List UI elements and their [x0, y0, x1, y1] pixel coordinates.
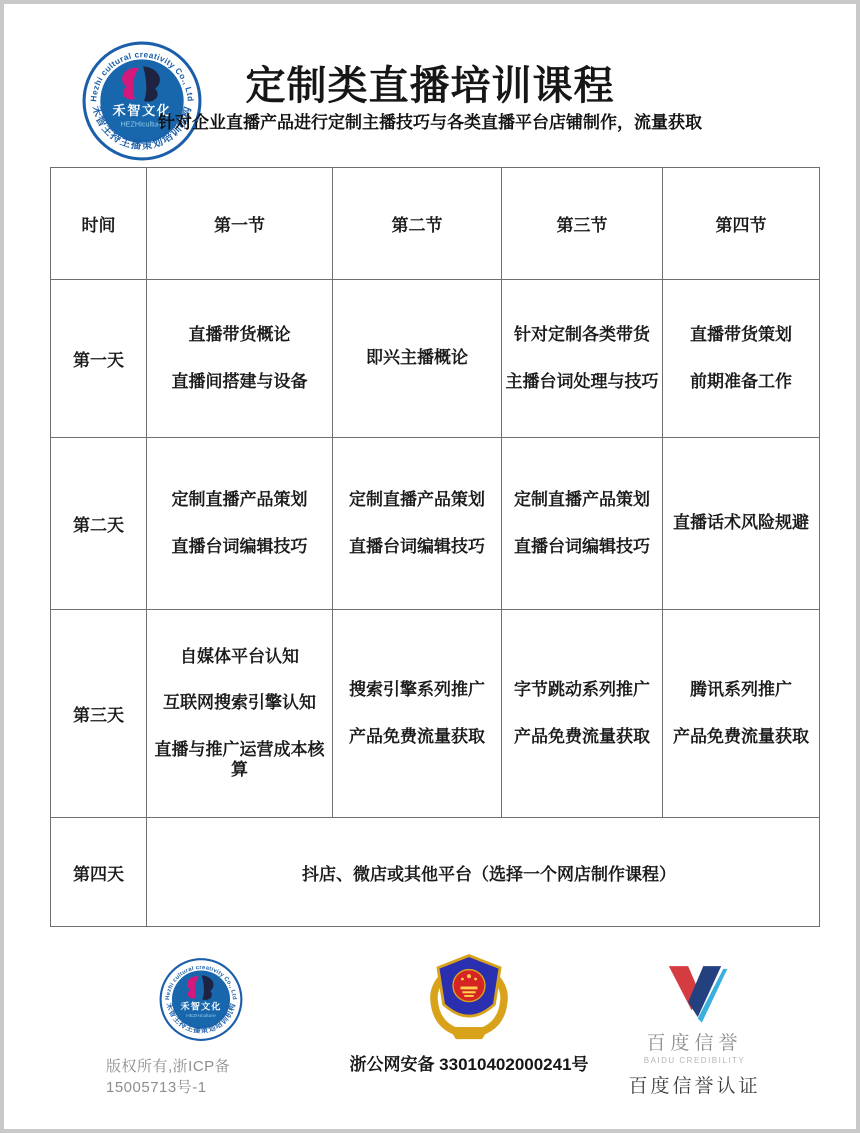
day-cell: 第四天 — [51, 818, 147, 927]
course-line: 产品免费流量获取 — [514, 726, 650, 746]
footer-copyright-block — [106, 957, 296, 1097]
course-line: 自媒体平台认知 — [180, 646, 299, 666]
course-line: 前期准备工作 — [690, 371, 792, 391]
course-line: 主播台词处理与技巧 — [505, 371, 659, 391]
footer-police-block — [344, 948, 594, 1075]
baidu-caption: 百度信誉认证 — [628, 1076, 761, 1097]
course-cell — [663, 280, 820, 438]
course-line: 直播台词编辑技巧 — [349, 536, 485, 556]
day-cell: 第三天 — [51, 610, 147, 818]
icp-record-text: 版权所有,浙ICP备15005713号-1 — [106, 1058, 231, 1096]
course-cell — [502, 438, 663, 610]
baidu-brand-cn: 百度信誉 — [646, 1033, 743, 1054]
course-table — [50, 167, 820, 927]
course-line: 定制直播产品策划 — [514, 490, 650, 510]
table-header-cell: 第二节 — [333, 168, 502, 280]
course-cell — [333, 610, 502, 818]
course-line: 即兴主播概论 — [366, 348, 468, 368]
course-cell — [502, 280, 663, 438]
table-row — [51, 818, 820, 927]
course-line: 针对定制各类带货 — [514, 325, 650, 345]
course-line: 直播台词编辑技巧 — [514, 536, 650, 556]
course-cell-merged: 抖店、微店或其他平台（选择一个网店制作课程） — [147, 818, 820, 927]
table-header-cell: 第四节 — [663, 168, 820, 280]
course-cell — [663, 610, 820, 818]
course-cell — [333, 280, 502, 438]
table-header-cell: 第一节 — [147, 168, 333, 280]
course-line: 互联网搜索引擎认知 — [163, 693, 316, 713]
table-header-row — [51, 168, 820, 280]
course-line: 定制直播产品策划 — [349, 490, 485, 510]
table-body — [51, 280, 820, 927]
table-row — [51, 610, 820, 818]
footer-company-logo-icon — [155, 957, 247, 1042]
course-line: 直播间搭建与设备 — [171, 371, 308, 391]
table-header-cell: 第三节 — [502, 168, 663, 280]
course-line: 产品免费流量获取 — [349, 726, 485, 746]
course-line: 直播带货概论 — [188, 325, 291, 345]
table-header-cell: 时间 — [51, 168, 147, 280]
footer-baidu-block — [602, 962, 787, 1098]
baidu-brand-en: BAIDU CREDIBILITY — [643, 1056, 746, 1065]
course-cell — [663, 438, 820, 610]
baidu-credibility-icon — [659, 962, 731, 1024]
table-row — [51, 280, 820, 438]
day-cell: 第一天 — [51, 280, 147, 438]
course-line: 直播台词编辑技巧 — [171, 536, 308, 556]
course-line: 搜索引擎系列推广 — [349, 680, 485, 700]
course-cell — [147, 438, 333, 610]
course-line: 直播话术风险规避 — [673, 513, 809, 533]
course-cell — [502, 610, 663, 818]
police-record-text: 浙公网安备 33010402000241号 — [349, 1055, 589, 1074]
table-row — [51, 438, 820, 610]
page-subtitle: 针对企业直播产品进行定制主播技巧与各类直播平台店铺制作，流量获取 — [158, 113, 702, 132]
course-line: 直播与推广运营成本核算 — [154, 739, 325, 779]
course-line: 定制直播产品策划 — [171, 490, 308, 510]
course-line: 腾讯系列推广 — [690, 680, 792, 700]
course-cell — [333, 438, 502, 610]
page-title: 定制类直播培训课程 — [245, 64, 615, 108]
course-cell — [147, 610, 333, 818]
course-cell — [147, 280, 333, 438]
day-cell: 第二天 — [51, 438, 147, 610]
course-line: 直播带货策划 — [690, 325, 792, 345]
course-line: 字节跳动系列推广 — [514, 680, 650, 700]
course-line: 产品免费流量获取 — [673, 726, 809, 746]
police-badge-icon — [422, 948, 516, 1042]
